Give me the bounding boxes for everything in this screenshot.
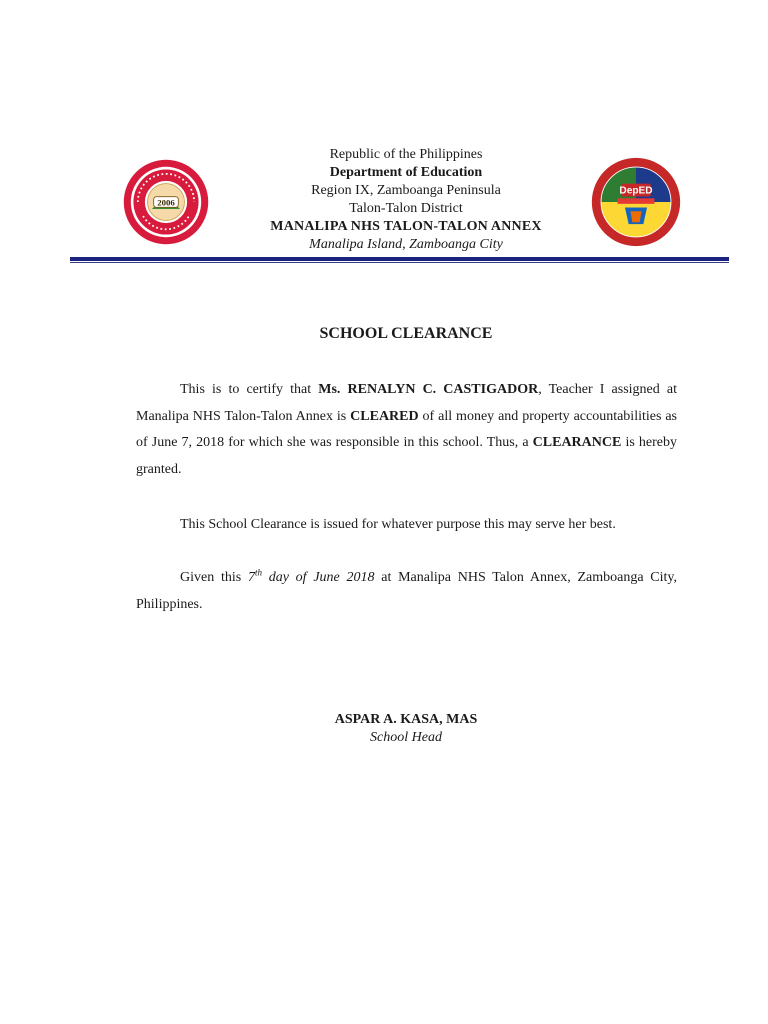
- document-title: SCHOOL CLEARANCE: [319, 325, 493, 342]
- certification-paragraph: [136, 377, 677, 483]
- letterhead: [200, 146, 612, 254]
- day-rest: day of June 2018: [261, 570, 375, 585]
- p1-text-2: , Teacher I assigned at Manalipa NHS Talon-Talon Annex is: [136, 382, 677, 424]
- country-line: Republic of the Philippines: [329, 147, 483, 162]
- seal-label: DepED: [619, 185, 653, 197]
- seal-year: 2006: [157, 197, 175, 208]
- p1-text-4: is hereby granted.: [136, 435, 677, 477]
- teacher-name: Ms. RENALYN C. CASTIGADOR: [318, 382, 539, 397]
- header-divider-thin: [70, 262, 729, 263]
- p3-text-2: at Manalipa NHS Talon Annex, Zamboanga City, Philippines.: [136, 570, 677, 612]
- signatory-block: [300, 711, 512, 747]
- district-line: Talon-Talon District: [349, 201, 463, 216]
- cleared-word: CLEARED: [350, 408, 419, 424]
- region-line: Region IX, Zamboanga Peninsula: [311, 183, 501, 198]
- signatory-title: School Head: [370, 730, 442, 745]
- deped-seal-icon: [590, 156, 682, 248]
- given-paragraph: [136, 565, 677, 618]
- clearance-word: CLEARANCE: [532, 435, 622, 450]
- day-number: 7: [247, 570, 255, 585]
- purpose-paragraph: This School Clearance is issued for whatever purpose this may serve her best.: [180, 517, 616, 532]
- school-seal-icon: [122, 158, 210, 246]
- p1-text-3: of all money and property accountabilities as of June 7, 2018 for which she was responsible in this school. Thus, a: [136, 408, 678, 450]
- header-divider: [70, 257, 729, 261]
- department-line: Department of Education: [329, 165, 483, 180]
- day-suffix: th: [254, 567, 262, 578]
- p3-text-1: Given this: [180, 570, 248, 585]
- school-address: Manalipa Island, Zamboanga City: [309, 237, 503, 252]
- signatory-name: ASPAR A. KASA, MAS: [334, 712, 478, 727]
- p1-text-1: This is to certify that: [180, 382, 319, 397]
- school-name: MANALIPA NHS TALON-TALON ANNEX: [270, 219, 542, 234]
